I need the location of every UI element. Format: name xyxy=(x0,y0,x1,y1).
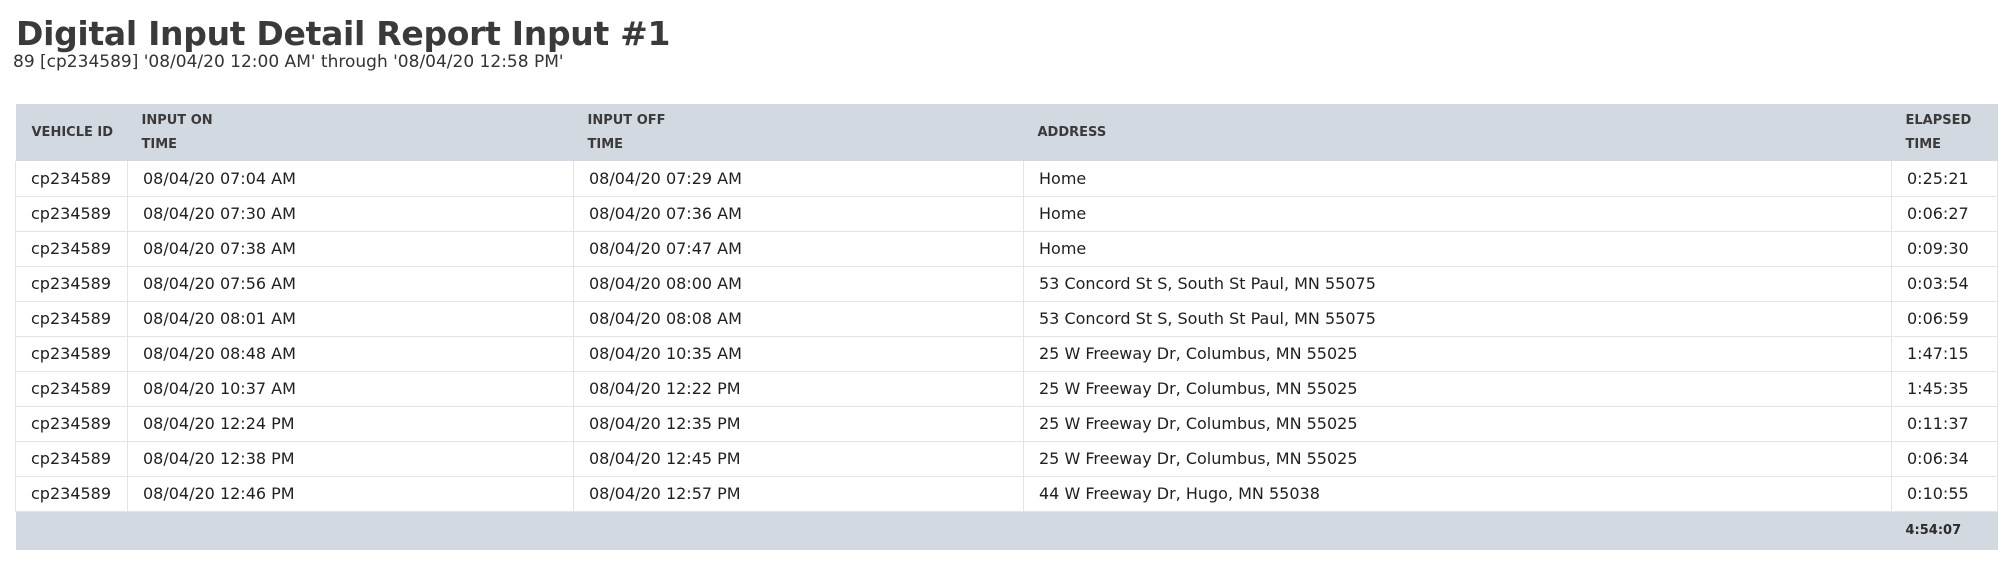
table-row xyxy=(16,301,1998,336)
total-elapsed-cell: 4:54:07 xyxy=(1905,523,1962,539)
cell-address: 44 W Freeway Dr, Hugo, MN 55038 xyxy=(1024,476,1892,511)
header-input-on-time xyxy=(128,104,574,161)
cell-input-on-time: 08/04/20 08:48 AM xyxy=(128,336,574,371)
cell-input-on-time: 08/04/20 12:46 PM xyxy=(128,476,574,511)
header-input-off-time-label: TIME xyxy=(587,136,624,152)
header-elapsed-label: ELAPSED xyxy=(1905,112,1972,128)
cell-vehicle-id: cp234589 xyxy=(16,406,128,441)
table-header-row xyxy=(16,104,1998,161)
cell-input-off-time: 08/04/20 12:35 PM xyxy=(574,406,1024,441)
header-input-on-time-label: TIME xyxy=(141,136,178,152)
cell-elapsed-time: 0:09:30 xyxy=(1892,231,1998,266)
cell-elapsed-time: 0:06:59 xyxy=(1892,301,1998,336)
cell-address: 25 W Freeway Dr, Columbus, MN 55025 xyxy=(1024,371,1892,406)
cell-vehicle-id: cp234589 xyxy=(16,231,128,266)
cell-address: 53 Concord St S, South St Paul, MN 55075 xyxy=(1024,301,1892,336)
cell-vehicle-id: cp234589 xyxy=(16,371,128,406)
cell-elapsed-time: 0:03:54 xyxy=(1892,266,1998,301)
table-row xyxy=(16,371,1998,406)
header-address xyxy=(1024,104,1892,161)
table-row xyxy=(16,196,1998,231)
header-elapsed-time-label: TIME xyxy=(1905,136,1942,152)
cell-input-off-time: 08/04/20 08:00 AM xyxy=(574,266,1024,301)
cell-input-on-time: 08/04/20 07:38 AM xyxy=(128,231,574,266)
cell-elapsed-time: 0:10:55 xyxy=(1892,476,1998,511)
cell-elapsed-time: 0:06:27 xyxy=(1892,196,1998,231)
total-spacer-address xyxy=(1024,511,1892,550)
cell-elapsed-time: 0:11:37 xyxy=(1892,406,1998,441)
cell-address: Home xyxy=(1024,161,1892,196)
cell-input-on-time: 08/04/20 07:04 AM xyxy=(128,161,574,196)
table-row xyxy=(16,231,1998,266)
cell-input-on-time: 08/04/20 08:01 AM xyxy=(128,301,574,336)
cell-address: 25 W Freeway Dr, Columbus, MN 55025 xyxy=(1024,336,1892,371)
header-elapsed-time xyxy=(1892,104,1998,161)
header-input-on-label: INPUT ON xyxy=(141,112,213,128)
cell-input-off-time: 08/04/20 08:08 AM xyxy=(574,301,1024,336)
cell-input-on-time: 08/04/20 07:30 AM xyxy=(128,196,574,231)
header-input-off-label: INPUT OFF xyxy=(587,112,666,128)
cell-input-off-time: 08/04/20 10:35 AM xyxy=(574,336,1024,371)
cell-input-on-time: 08/04/20 10:37 AM xyxy=(128,371,574,406)
cell-address: 53 Concord St S, South St Paul, MN 55075 xyxy=(1024,266,1892,301)
cell-address: 25 W Freeway Dr, Columbus, MN 55025 xyxy=(1024,441,1892,476)
cell-vehicle-id: cp234589 xyxy=(16,476,128,511)
cell-input-off-time: 08/04/20 12:57 PM xyxy=(574,476,1024,511)
header-vehicle-id xyxy=(16,104,128,161)
table-row xyxy=(16,406,1998,441)
header-vehicle-id-label: VEHICLE ID xyxy=(31,124,114,140)
table-row xyxy=(16,476,1998,511)
cell-vehicle-id: cp234589 xyxy=(16,161,128,196)
cell-input-on-time: 08/04/20 07:56 AM xyxy=(128,266,574,301)
total-spacer-vehicle xyxy=(16,511,128,550)
cell-vehicle-id: cp234589 xyxy=(16,336,128,371)
report-title: Digital Input Detail Report Input #1 xyxy=(16,14,671,53)
table-total-row xyxy=(16,511,1998,550)
cell-input-off-time: 08/04/20 12:22 PM xyxy=(574,371,1024,406)
table-row xyxy=(16,266,1998,301)
cell-elapsed-time: 0:25:21 xyxy=(1892,161,1998,196)
table-row xyxy=(16,161,1998,196)
report-subtitle: 89 [cp234589] '08/04/20 12:00 AM' through '08/04/20 12:58 PM' xyxy=(13,52,564,72)
cell-vehicle-id: cp234589 xyxy=(16,266,128,301)
cell-input-off-time: 08/04/20 07:29 AM xyxy=(574,161,1024,196)
total-spacer-input-on xyxy=(128,511,574,550)
cell-address: Home xyxy=(1024,231,1892,266)
cell-input-off-time: 08/04/20 07:36 AM xyxy=(574,196,1024,231)
header-address-label: ADDRESS xyxy=(1037,124,1107,140)
table-body xyxy=(16,161,1998,511)
cell-input-off-time: 08/04/20 07:47 AM xyxy=(574,231,1024,266)
cell-elapsed-time: 0:06:34 xyxy=(1892,441,1998,476)
cell-input-on-time: 08/04/20 12:24 PM xyxy=(128,406,574,441)
cell-elapsed-time: 1:45:35 xyxy=(1892,371,1998,406)
total-spacer-input-off xyxy=(574,511,1024,550)
table-row xyxy=(16,336,1998,371)
cell-address: Home xyxy=(1024,196,1892,231)
cell-input-off-time: 08/04/20 12:45 PM xyxy=(574,441,1024,476)
cell-address: 25 W Freeway Dr, Columbus, MN 55025 xyxy=(1024,406,1892,441)
header-input-off-time xyxy=(574,104,1024,161)
cell-vehicle-id: cp234589 xyxy=(16,301,128,336)
cell-elapsed-time: 1:47:15 xyxy=(1892,336,1998,371)
cell-vehicle-id: cp234589 xyxy=(16,441,128,476)
table-row xyxy=(16,441,1998,476)
cell-vehicle-id: cp234589 xyxy=(16,196,128,231)
report-table xyxy=(15,104,1998,550)
cell-input-on-time: 08/04/20 12:38 PM xyxy=(128,441,574,476)
